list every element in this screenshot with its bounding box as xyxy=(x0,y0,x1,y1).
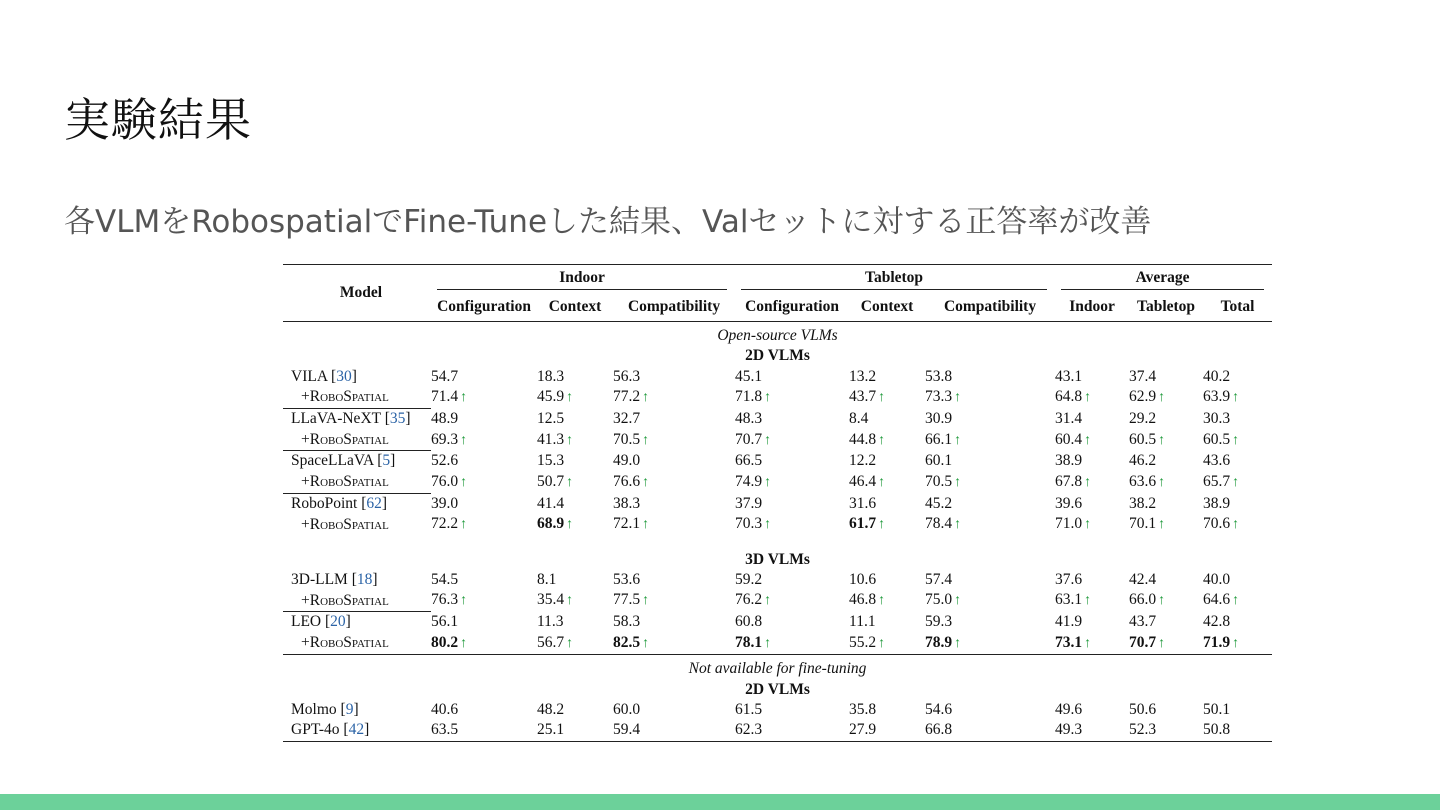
up-arrow-icon: ↑ xyxy=(566,635,574,651)
up-arrow-icon: ↑ xyxy=(460,635,468,651)
table-cell: 35.8 xyxy=(849,700,877,718)
table-cell: 45.9 ↑ xyxy=(537,388,574,406)
table-cell: 63.6 ↑ xyxy=(1129,472,1166,490)
up-arrow-icon: ↑ xyxy=(566,474,574,490)
citation-link: 18 xyxy=(356,570,373,588)
table-cell: 62.3 xyxy=(735,721,763,739)
citation-link: 35 xyxy=(389,410,406,428)
table-cell: 30.9 xyxy=(925,409,953,427)
table-row-finetuned xyxy=(283,514,1272,535)
table-cell: 67.8 ↑ xyxy=(1055,472,1092,490)
table-cell: 63.1 ↑ xyxy=(1055,591,1092,609)
up-arrow-icon: ↑ xyxy=(1158,635,1166,651)
up-arrow-icon: ↑ xyxy=(1232,432,1240,448)
table-cell: 27.9 xyxy=(849,721,877,739)
up-arrow-icon: ↑ xyxy=(878,517,886,533)
up-arrow-icon: ↑ xyxy=(764,517,772,533)
table-cell: 57.4 xyxy=(925,570,953,588)
table-cell: 43.7 ↑ xyxy=(849,388,886,406)
up-arrow-icon: ↑ xyxy=(1232,474,1240,490)
up-arrow-icon: ↑ xyxy=(764,390,772,406)
up-arrow-icon: ↑ xyxy=(1158,517,1166,533)
table-cell: 38.3 xyxy=(613,494,641,512)
table-cell: 78.1 ↑ xyxy=(735,633,772,651)
table-row-finetuned xyxy=(283,633,1272,655)
up-arrow-icon: ↑ xyxy=(1084,593,1092,609)
table-cell: 70.5 ↑ xyxy=(925,472,962,490)
table-cell: 65.7 ↑ xyxy=(1203,472,1240,490)
up-arrow-icon: ↑ xyxy=(1232,593,1240,609)
table-cell: 49.0 xyxy=(613,452,641,470)
table-cell: 77.5 ↑ xyxy=(613,591,650,609)
table-cell: 59.2 xyxy=(735,570,763,588)
table-row-finetuned xyxy=(283,472,1272,493)
table-cell: 71.4 ↑ xyxy=(431,388,468,406)
table-cell: 76.2 ↑ xyxy=(735,591,772,609)
table-cell: 50.6 xyxy=(1129,700,1157,718)
table-cell: 37.9 xyxy=(735,494,763,512)
up-arrow-icon: ↑ xyxy=(566,390,574,406)
up-arrow-icon: ↑ xyxy=(642,517,650,533)
table-cell: 43.1 xyxy=(1055,367,1083,385)
up-arrow-icon: ↑ xyxy=(460,474,468,490)
table-cell: 49.3 xyxy=(1055,721,1083,739)
up-arrow-icon: ↑ xyxy=(1232,517,1240,533)
table-cell: 68.9 ↑ xyxy=(537,515,574,533)
table-cell: 46.2 xyxy=(1129,452,1157,470)
table-cell: 59.4 xyxy=(613,721,641,739)
finetune-label: +RoboSpatial xyxy=(301,430,389,448)
table-cell: 73.1 ↑ xyxy=(1055,633,1092,651)
up-arrow-icon: ↑ xyxy=(764,474,772,490)
table-cell: 11.1 xyxy=(849,613,876,631)
table-cell: 82.5 ↑ xyxy=(613,633,650,651)
up-arrow-icon: ↑ xyxy=(566,593,574,609)
table-cell: 70.7 ↑ xyxy=(735,430,772,448)
table-cell: 41.3 ↑ xyxy=(537,430,574,448)
table-cell: 48.9 xyxy=(431,409,459,427)
up-arrow-icon: ↑ xyxy=(1084,390,1092,406)
table-cell: 40.0 xyxy=(1203,570,1231,588)
table-cell: 69.3 ↑ xyxy=(431,430,468,448)
table-cell: 29.2 xyxy=(1129,409,1157,427)
table-cell: 63.5 xyxy=(431,721,459,739)
table-cell: 60.5 ↑ xyxy=(1203,430,1240,448)
table-cell: 70.1 ↑ xyxy=(1129,515,1166,533)
table-cell: 58.3 xyxy=(613,613,641,631)
header-model: Model xyxy=(339,283,383,301)
table-cell: 55.2 ↑ xyxy=(849,633,886,651)
table-cell: 13.2 xyxy=(849,367,877,385)
table-cell: 43.6 xyxy=(1203,452,1231,470)
up-arrow-icon: ↑ xyxy=(1158,432,1166,448)
up-arrow-icon: ↑ xyxy=(954,432,962,448)
table-cell: 53.6 xyxy=(613,570,641,588)
col-header: Compatibility xyxy=(943,297,1037,315)
up-arrow-icon: ↑ xyxy=(1084,474,1092,490)
results-table xyxy=(283,264,1272,742)
up-arrow-icon: ↑ xyxy=(1158,474,1166,490)
citation-link: 30 xyxy=(336,367,352,385)
table-row xyxy=(283,493,1272,514)
header-group-tabletop: Tabletop xyxy=(735,265,1055,294)
table-cell: 71.8 ↑ xyxy=(735,388,772,406)
table-cell: 53.8 xyxy=(925,367,953,385)
table-cell: 41.9 xyxy=(1055,613,1083,631)
table-cell: 10.6 xyxy=(849,570,877,588)
finetune-label: +RoboSpatial xyxy=(301,634,389,652)
model-name: VILA [30] xyxy=(291,367,357,385)
table-cell: 37.6 xyxy=(1055,570,1083,588)
up-arrow-icon: ↑ xyxy=(954,635,962,651)
up-arrow-icon: ↑ xyxy=(764,432,772,448)
up-arrow-icon: ↑ xyxy=(460,517,468,533)
model-name: SpaceLLaVA [5] xyxy=(283,451,431,472)
finetune-label: +RoboSpatial xyxy=(301,591,389,609)
table-cell: 38.2 xyxy=(1129,494,1157,512)
table-cell: 70.3 ↑ xyxy=(735,515,772,533)
up-arrow-icon: ↑ xyxy=(460,432,468,448)
table-cell: 75.0 ↑ xyxy=(925,591,962,609)
table-cell: 78.9 ↑ xyxy=(925,633,962,651)
slide-title: 実験結果 xyxy=(64,93,252,147)
table-cell: 45.2 xyxy=(925,494,953,512)
section-label: 2D VLMs xyxy=(745,347,810,365)
model-name: Molmo [9] xyxy=(291,700,359,718)
col-header: Total xyxy=(1220,297,1255,315)
table-cell: 43.7 xyxy=(1129,613,1157,631)
table-row-finetuned xyxy=(283,387,1272,408)
up-arrow-icon: ↑ xyxy=(764,635,772,651)
table-cell: 42.4 xyxy=(1129,570,1157,588)
up-arrow-icon: ↑ xyxy=(1084,635,1092,651)
citation-link: 9 xyxy=(345,700,354,718)
table-cell: 56.3 xyxy=(613,367,641,385)
table-cell: 46.8 ↑ xyxy=(849,591,886,609)
table-row xyxy=(283,451,1272,472)
table-cell: 37.4 xyxy=(1129,367,1157,385)
up-arrow-icon: ↑ xyxy=(460,593,468,609)
table-cell: 78.4 ↑ xyxy=(925,515,962,533)
section-label: Not available for fine-tuning xyxy=(688,660,867,678)
table-row xyxy=(283,720,1272,741)
up-arrow-icon: ↑ xyxy=(642,432,650,448)
table-cell: 41.4 xyxy=(537,494,565,512)
table-cell: 52.3 xyxy=(1129,721,1157,739)
table-cell: 52.6 xyxy=(431,452,459,470)
table-cell: 66.8 xyxy=(925,721,953,739)
up-arrow-icon: ↑ xyxy=(878,390,886,406)
table-cell: 44.8 ↑ xyxy=(849,430,886,448)
table-cell: 25.1 xyxy=(537,721,565,739)
table-cell: 70.6 ↑ xyxy=(1203,515,1240,533)
table-cell: 70.7 ↑ xyxy=(1129,633,1166,651)
col-header: Configuration xyxy=(745,297,839,315)
up-arrow-icon: ↑ xyxy=(954,593,962,609)
col-header: Configuration xyxy=(437,297,531,315)
table-cell: 8.4 xyxy=(849,409,869,427)
up-arrow-icon: ↑ xyxy=(1084,517,1092,533)
table-cell: 63.9 ↑ xyxy=(1203,388,1240,406)
table-cell: 50.8 xyxy=(1203,721,1231,739)
table-cell: 60.8 xyxy=(735,613,763,631)
section-label: Open-source VLMs xyxy=(717,327,838,344)
table-cell: 59.3 xyxy=(925,613,953,631)
table-cell: 56.7 ↑ xyxy=(537,633,574,651)
table-cell: 39.0 xyxy=(431,494,459,512)
up-arrow-icon: ↑ xyxy=(1232,390,1240,406)
col-header: Compatibility xyxy=(627,297,721,315)
table-cell: 72.1 ↑ xyxy=(613,515,650,533)
table-cell: 12.2 xyxy=(849,452,877,470)
table-row xyxy=(283,612,1272,633)
table-cell: 38.9 xyxy=(1055,452,1083,470)
table-cell: 32.7 xyxy=(613,409,641,427)
slide-subtitle: 各VLMをRobospatialでFine-Tuneした結果、Valセットに対する正答率が改善 xyxy=(64,204,1152,240)
table-row xyxy=(283,570,1272,590)
table-cell: 11.3 xyxy=(537,613,564,631)
table-cell: 62.9 ↑ xyxy=(1129,388,1166,406)
model-name: 3D-LLM [18] xyxy=(291,570,378,588)
col-header: Tabletop xyxy=(1137,297,1196,315)
up-arrow-icon: ↑ xyxy=(954,474,962,490)
up-arrow-icon: ↑ xyxy=(1158,390,1166,406)
table-cell: 30.3 xyxy=(1203,409,1231,427)
table-cell: 72.2 ↑ xyxy=(431,515,468,533)
table-row xyxy=(283,367,1272,387)
model-name: LLaVA-NeXT [35] xyxy=(283,409,431,430)
table-cell: 76.0 ↑ xyxy=(431,472,468,490)
up-arrow-icon: ↑ xyxy=(878,635,886,651)
up-arrow-icon: ↑ xyxy=(566,517,574,533)
col-header: Context xyxy=(860,297,914,315)
table-cell: 54.7 xyxy=(431,367,459,385)
table-cell: 12.5 xyxy=(537,409,565,427)
table-cell: 71.0 ↑ xyxy=(1055,515,1092,533)
up-arrow-icon: ↑ xyxy=(764,593,772,609)
up-arrow-icon: ↑ xyxy=(1084,432,1092,448)
table-cell: 40.2 xyxy=(1203,367,1231,385)
up-arrow-icon: ↑ xyxy=(878,474,886,490)
table-cell: 40.6 xyxy=(431,700,459,718)
up-arrow-icon: ↑ xyxy=(878,593,886,609)
table-cell: 45.1 xyxy=(735,367,763,385)
table-cell: 38.9 xyxy=(1203,494,1231,512)
table-row xyxy=(283,409,1272,430)
col-header: Indoor xyxy=(1069,297,1115,315)
header-group-average: Average xyxy=(1055,265,1272,294)
table-cell: 73.3 ↑ xyxy=(925,388,962,406)
table-cell: 35.4 ↑ xyxy=(537,591,574,609)
col-header: Context xyxy=(548,297,602,315)
citation-link: 5 xyxy=(382,452,391,470)
table-cell: 76.6 ↑ xyxy=(613,472,650,490)
header-group-indoor: Indoor xyxy=(431,265,735,294)
up-arrow-icon: ↑ xyxy=(460,390,468,406)
table-cell: 48.3 xyxy=(735,409,763,427)
model-name: GPT-4o [42] xyxy=(291,721,370,739)
table-row-finetuned xyxy=(283,430,1272,451)
table-cell: 71.9 ↑ xyxy=(1203,633,1240,651)
table-cell: 76.3 ↑ xyxy=(431,591,468,609)
table-cell: 61.7 ↑ xyxy=(849,515,886,533)
table-cell: 77.2 ↑ xyxy=(613,388,650,406)
finetune-label: +RoboSpatial xyxy=(301,515,389,533)
up-arrow-icon: ↑ xyxy=(642,474,650,490)
table-cell: 60.4 ↑ xyxy=(1055,430,1092,448)
table-cell: 54.5 xyxy=(431,570,459,588)
table-cell: 60.1 xyxy=(925,452,953,470)
up-arrow-icon: ↑ xyxy=(642,593,650,609)
table-cell: 39.6 xyxy=(1055,494,1083,512)
table-cell: 49.6 xyxy=(1055,700,1083,718)
table-row xyxy=(283,700,1272,720)
table-cell: 31.6 xyxy=(849,494,877,512)
table-row-finetuned xyxy=(283,590,1272,611)
table-cell: 70.5 ↑ xyxy=(613,430,650,448)
up-arrow-icon: ↑ xyxy=(566,432,574,448)
citation-link: 62 xyxy=(366,494,382,512)
section-label: 2D VLMs xyxy=(745,680,810,698)
up-arrow-icon: ↑ xyxy=(954,517,962,533)
table-cell: 60.0 xyxy=(613,700,641,718)
citation-link: 20 xyxy=(330,613,346,631)
table-cell: 66.0 ↑ xyxy=(1129,591,1166,609)
table-cell: 50.7 ↑ xyxy=(537,472,574,490)
up-arrow-icon: ↑ xyxy=(954,390,962,406)
table-cell: 42.8 xyxy=(1203,613,1231,631)
table-cell: 56.1 xyxy=(431,613,459,631)
table-cell: 74.9 ↑ xyxy=(735,472,772,490)
up-arrow-icon: ↑ xyxy=(642,390,650,406)
table-cell: 31.4 xyxy=(1055,409,1083,427)
section-label: 3D VLMs xyxy=(745,550,810,568)
table-cell: 80.2 ↑ xyxy=(431,633,468,651)
finetune-label: +RoboSpatial xyxy=(301,388,389,406)
table-cell: 64.6 ↑ xyxy=(1203,591,1240,609)
up-arrow-icon: ↑ xyxy=(878,432,886,448)
citation-link: 42 xyxy=(348,721,365,739)
table-cell: 15.3 xyxy=(537,452,565,470)
up-arrow-icon: ↑ xyxy=(642,635,650,651)
finetune-label: +RoboSpatial xyxy=(301,473,389,491)
up-arrow-icon: ↑ xyxy=(1232,635,1240,651)
table-cell: 66.5 xyxy=(735,452,763,470)
accent-bar xyxy=(0,794,1440,810)
model-name: LEO [20] xyxy=(283,612,431,633)
table-cell: 61.5 xyxy=(735,700,763,718)
table-cell: 46.4 ↑ xyxy=(849,472,886,490)
table-cell: 48.2 xyxy=(537,700,565,718)
table-cell: 18.3 xyxy=(537,367,565,385)
table-cell: 8.1 xyxy=(537,570,557,588)
table-cell: 66.1 ↑ xyxy=(925,430,962,448)
table-cell: 54.6 xyxy=(925,700,953,718)
model-name: RoboPoint [62] xyxy=(283,493,431,514)
table-cell: 60.5 ↑ xyxy=(1129,430,1166,448)
table-cell: 50.1 xyxy=(1203,700,1231,718)
table-cell: 64.8 ↑ xyxy=(1055,388,1092,406)
up-arrow-icon: ↑ xyxy=(1158,593,1166,609)
